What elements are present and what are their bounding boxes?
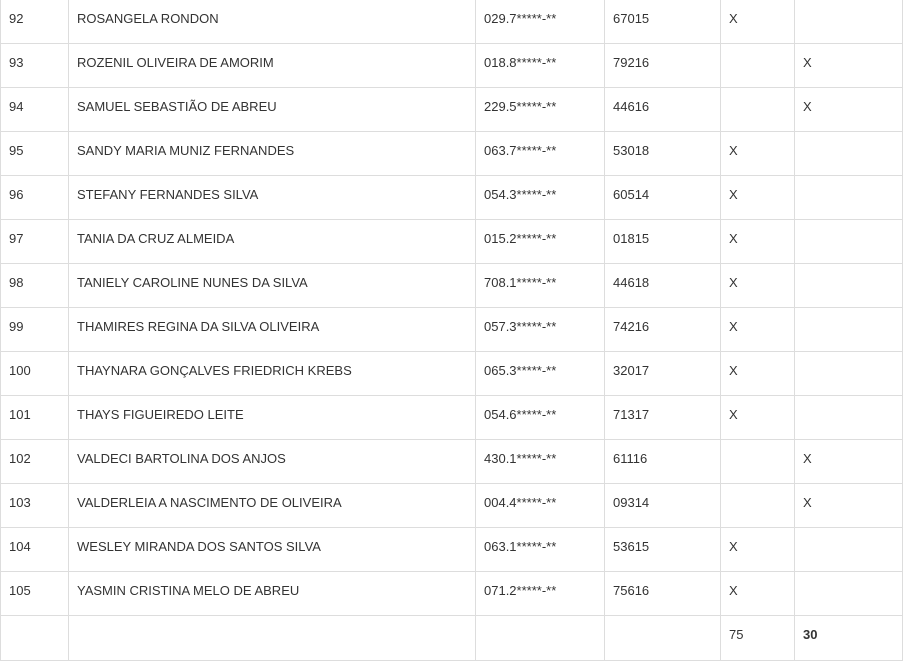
row-name: STEFANY FERNANDES SILVA [69, 176, 476, 220]
row-name: ROZENIL OLIVEIRA DE AMORIM [69, 44, 476, 88]
row-code: 75616 [605, 572, 721, 616]
row-code: 01815 [605, 220, 721, 264]
row-mark-a: X [721, 528, 795, 572]
table-row [1, 572, 903, 616]
records-table-body [1, 0, 903, 661]
row-mark-a: X [721, 0, 795, 44]
row-number: 93 [1, 44, 69, 88]
table-row [1, 220, 903, 264]
row-cpf: 071.2*****-** [476, 572, 605, 616]
totals-empty-cell [69, 616, 476, 661]
row-name: THAYS FIGUEIREDO LEITE [69, 396, 476, 440]
table-row [1, 44, 903, 88]
row-number: 105 [1, 572, 69, 616]
row-mark-a: X [721, 308, 795, 352]
row-number: 102 [1, 440, 69, 484]
row-number: 104 [1, 528, 69, 572]
row-cpf: 015.2*****-** [476, 220, 605, 264]
row-mark-b: X [795, 440, 903, 484]
row-name: TANIA DA CRUZ ALMEIDA [69, 220, 476, 264]
row-mark-a: X [721, 572, 795, 616]
row-code: 60514 [605, 176, 721, 220]
row-name: TANIELY CAROLINE NUNES DA SILVA [69, 264, 476, 308]
row-mark-b: X [795, 484, 903, 528]
row-mark-b [795, 352, 903, 396]
row-name: YASMIN CRISTINA MELO DE ABREU [69, 572, 476, 616]
table-row [1, 440, 903, 484]
row-number: 101 [1, 396, 69, 440]
row-mark-b [795, 396, 903, 440]
row-name: THAYNARA GONÇALVES FRIEDRICH KREBS [69, 352, 476, 396]
row-mark-b [795, 132, 903, 176]
row-number: 96 [1, 176, 69, 220]
table-row [1, 264, 903, 308]
row-code: 67015 [605, 0, 721, 44]
row-cpf: 063.7*****-** [476, 132, 605, 176]
row-name: SAMUEL SEBASTIÃO DE ABREU [69, 88, 476, 132]
row-cpf: 057.3*****-** [476, 308, 605, 352]
table-row [1, 396, 903, 440]
row-code: 53018 [605, 132, 721, 176]
row-code: 61116 [605, 440, 721, 484]
table-row [1, 308, 903, 352]
totals-empty-cell [605, 616, 721, 661]
row-number: 94 [1, 88, 69, 132]
row-name: SANDY MARIA MUNIZ FERNANDES [69, 132, 476, 176]
row-code: 74216 [605, 308, 721, 352]
table-row [1, 528, 903, 572]
row-mark-a: X [721, 176, 795, 220]
row-mark-a [721, 484, 795, 528]
row-mark-b [795, 176, 903, 220]
row-code: 09314 [605, 484, 721, 528]
table-row [1, 176, 903, 220]
totals-row [1, 616, 903, 661]
row-number: 103 [1, 484, 69, 528]
row-number: 98 [1, 264, 69, 308]
row-cpf: 708.1*****-** [476, 264, 605, 308]
row-name: WESLEY MIRANDA DOS SANTOS SILVA [69, 528, 476, 572]
row-name: VALDERLEIA A NASCIMENTO DE OLIVEIRA [69, 484, 476, 528]
row-mark-b [795, 572, 903, 616]
row-code: 53615 [605, 528, 721, 572]
row-mark-b [795, 0, 903, 44]
row-number: 99 [1, 308, 69, 352]
row-mark-a: X [721, 220, 795, 264]
row-mark-b [795, 308, 903, 352]
row-cpf: 229.5*****-** [476, 88, 605, 132]
row-mark-a: X [721, 264, 795, 308]
table-row [1, 352, 903, 396]
row-mark-b [795, 264, 903, 308]
row-cpf: 065.3*****-** [476, 352, 605, 396]
row-mark-a: X [721, 396, 795, 440]
row-mark-a [721, 44, 795, 88]
row-mark-a [721, 88, 795, 132]
row-mark-b: X [795, 44, 903, 88]
row-number: 95 [1, 132, 69, 176]
row-number: 100 [1, 352, 69, 396]
row-number: 97 [1, 220, 69, 264]
row-number: 92 [1, 0, 69, 44]
row-name: THAMIRES REGINA DA SILVA OLIVEIRA [69, 308, 476, 352]
totals-empty-cell [1, 616, 69, 661]
total-col-a: 75 [721, 616, 795, 661]
row-code: 79216 [605, 44, 721, 88]
row-cpf: 063.1*****-** [476, 528, 605, 572]
table-row [1, 0, 903, 44]
row-mark-b [795, 528, 903, 572]
row-mark-a: X [721, 352, 795, 396]
row-mark-a [721, 440, 795, 484]
total-col-b: 30 [795, 616, 903, 661]
table-row [1, 132, 903, 176]
row-code: 44618 [605, 264, 721, 308]
row-code: 44616 [605, 88, 721, 132]
row-name: VALDECI BARTOLINA DOS ANJOS [69, 440, 476, 484]
totals-empty-cell [476, 616, 605, 661]
row-code: 71317 [605, 396, 721, 440]
row-cpf: 054.3*****-** [476, 176, 605, 220]
table-row [1, 88, 903, 132]
row-cpf: 054.6*****-** [476, 396, 605, 440]
row-mark-b [795, 220, 903, 264]
table-row [1, 484, 903, 528]
row-mark-a: X [721, 132, 795, 176]
row-name: ROSANGELA RONDON [69, 0, 476, 44]
row-mark-b: X [795, 88, 903, 132]
row-cpf: 004.4*****-** [476, 484, 605, 528]
row-cpf: 430.1*****-** [476, 440, 605, 484]
row-cpf: 018.8*****-** [476, 44, 605, 88]
row-code: 32017 [605, 352, 721, 396]
row-cpf: 029.7*****-** [476, 0, 605, 44]
